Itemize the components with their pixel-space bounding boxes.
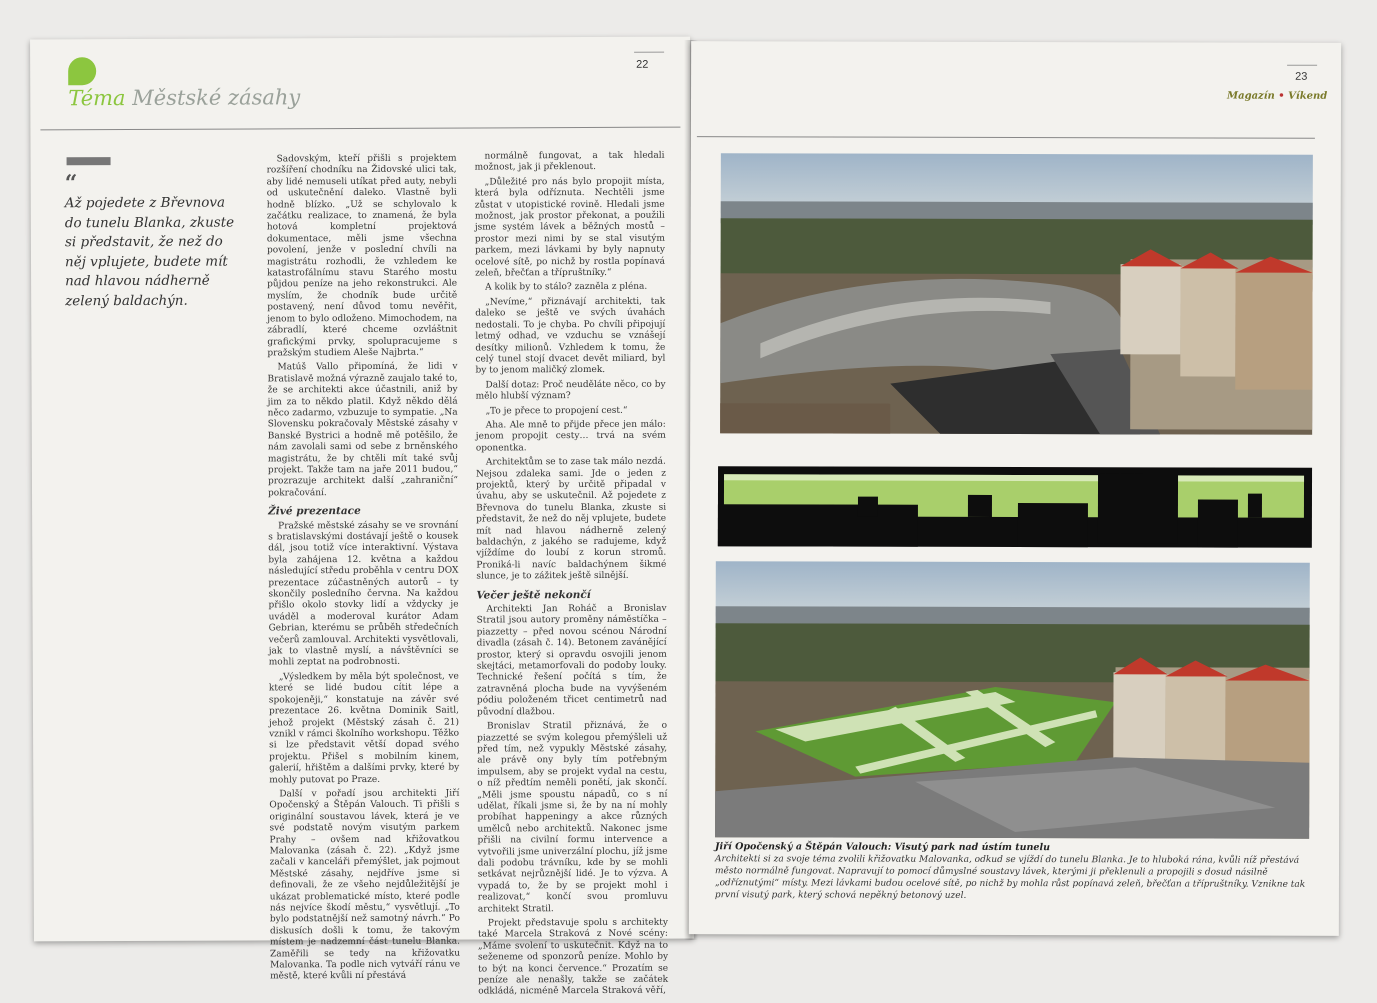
caption-text: Architekti si za svoje téma zvolili křižovatku Malovanka, odkud se vjíždí do tunelu Blanka. Je to hluboká rána, kvůli níž přestává město normálně fungovat. Napravují to pomocí důmyslné soustavy lávek, kterými ji překlenuli a propojili s dosud násilně „odříznutými“ místy. Mezi lávkami budou ocelové sítě, po nichž by mohla růst popínavá zeleň, břečťan a třípruštníky. Vznikne tak první visutý park, který schová nepěkný betonový uzel. (714, 854, 1306, 901)
paragraph: „To je přece to propojení cest.“ (485, 405, 628, 416)
header-rule (697, 136, 1315, 139)
quote-mark-icon: “ (64, 170, 78, 197)
subheading: Večer ještě nekončí (476, 588, 591, 602)
article-column-1 (267, 154, 461, 987)
paragraph: „Výsledkem by měla být společnost, ve které se lidé budou cítit lépe a spokojeněji,“ konstatuje na závěr své prezentace 26. května Dominik Saitl, jehož projekt (Městský zásah č. 21) vznikl v rámci školního workshopu. Těžko si lze představit větší dopad svého projektu. Přišel s mobilním kinem, galerií, hřištěm a dalšími prvky, které by mohly putovat po Praze. (268, 671, 460, 785)
subheading: Živé prezentace (268, 505, 361, 518)
photo-intersection-aerial (720, 153, 1313, 435)
section-drawing-image (718, 466, 1312, 548)
header-rule (40, 127, 680, 131)
paragraph: normálně fungovat, a tak hledali možnost, jak ji překlenout. (474, 150, 665, 173)
brand-magazin: Magazín (1227, 90, 1275, 102)
paragraph: Architekti Jan Roháč a Bronislav Stratil jsou autory proměny náměstíčka – piazzetty – před novou scénou Národní divadla (zásah č. 14). Betonem zavánějící prostor, který si opravdu osvojili jenom skejtáci, metamorfovali do podoby louky. Technické řešení počítá s tím, že zatravněná plocha bude na vyvýšeném pódiu položeném třicet centimetrů nad původní dlažbou. (476, 603, 667, 718)
photo-hanging-park (715, 561, 1310, 839)
paragraph: Pražské městské zásahy se ve srovnání s bratislavskými dostávají ještě o kousek dál, jsou totiž více interaktivní. Výstava byla zahájena 12. května a každou následující středu proběhla v centru DOX prezentace zúčastněných autorů – ty skončily posledního června. Na každou přišlo okolo stovky lidí a vždycky je uváděl a moderoval kurátor Adam Gebrian, kterému se průběh středečních večerů zamlouval. Architekti vysvětlovali, jak to vlastně myslí, a návštěvníci se mohli zeptat na podrobnosti. (268, 520, 459, 668)
article-column-2 (475, 151, 669, 1002)
right-page (689, 41, 1341, 936)
page-number-rule (1287, 65, 1317, 66)
paragraph: A kolik by to stálo? zazněla z pléna. (485, 282, 648, 293)
paragraph: „Důležité pro nás bylo propojit místa, která byla odříznuta. Nechtěli jsme zůstat v utopistické rovině. Hledali jsme možnost, jak prostor překonat, a použili jsme systém lávek a běžných mostů – prostor mezi nimi by se stal visutým parkem, mezi lávkami by byly napnuty ocelové sítě, po nichž by rostla popínavá zeleň, břečťan a třípruštníky.“ (474, 176, 666, 279)
paragraph: Projekt představuje spolu s architekty také Marcela Straková z Nové scény: „Máme svolení to uskutečnit. Když na to seženeme od sponzorů peníze. Mohlo by to být na konci července.“ Prozatím se peníze ale nenašly, takže se začátek odkládá, nicméně Marcela Straková věří, (477, 917, 669, 997)
brand-vikend: Víkend (1288, 90, 1328, 102)
caption-title: Jiří Opočenský a Štěpán Valouch: Visutý park nad ústím tunelu (715, 841, 1050, 854)
section-label: Téma (68, 86, 126, 111)
magazine-brand (1227, 91, 1327, 102)
page-number: 23 (1295, 70, 1308, 83)
paragraph: Další dotaz: Proč neuděláte něco, co by mělo hlubší význam? (475, 379, 666, 402)
quote-bar (67, 157, 111, 165)
left-page (30, 37, 694, 997)
section-drawing (718, 466, 1312, 548)
photo-intersection-aerial-image (720, 153, 1313, 435)
paragraph: Sadovským, kteří přišli s projektem rozšíření chodníku na Židovské ulici tak, aby lidé nemuseli utíkat před auty, nebyli od uskutečnění daleko. Vlastně byli hodně blízko. „Už se schylovalo k začátku realizace, to znamená, že byla hotová kompletní projektová dokumentace, měli jsme všechna povolení, jenže v poslední chvíli na magistrátu rozhodli, že vzhledem ke katastrofálnímu stavu Starého mostu půjdou peníze na jeho rekonstrukci. Ale myslím, že chodník bude určitě postavený, není důvod tomu nevěřit, jenom to bylo odloženo. Mimochodem, na zábradlí, které chceme ozvláštnit grafickými prvky, spolupracujeme s pražským studiem Aleše Najbrta.“ (266, 153, 458, 359)
leaf-icon (68, 57, 96, 85)
page-number-rule (634, 52, 664, 53)
paragraph: Architektům se to zase tak málo nezdá. Nejsou zdaleka sami. Jde o jeden z projektů, který by určitě připadal v úvahu, aby se uskutečnil. Až pojedete z Břevnova do tunelu Blanka, zkuste si představit, že než do něj vplujete, budete mít nad hlavou nádherně zelený baldachýn, z jakého se radujeme, když vjíždíme do loubí z korun stromů. Proniká-li navíc baldachýnem šikmé slunce, je to zážitek ještě silnější. (475, 456, 667, 582)
page-number: 22 (636, 58, 649, 71)
photo-hanging-park-image (715, 561, 1310, 839)
section-heading (68, 85, 300, 110)
paragraph: Matúš Vallo připomíná, že lidi v Bratislavě možná výrazně zaujalo také to, že se architekti akce účastnili, aniž by jim za to někdo platil. Když někdo dělá něco zadarmo, vzbuzuje to sympatie. „Na Slovensku pokračovaly Městské zásahy v Banské Bystrici a hodně mě potěšilo, že nám zavolali sami od sebe z brněnského magistrátu, že by chtěli mít také svůj projekt. Takže tam na jaře 2011 budou,“ prozrazuje architekt další „zahraniční“ pokračování. (267, 361, 458, 499)
paragraph: Další v pořadí jsou architekti Jiří Opočenský a Štěpán Valouch. Ti přišli s originální soustavou lávek, která je ve své podstatě novým visutým parkem Prahy – ovšem nad křižovatkou Malovanka (zásah č. 22). „Když jsme začali v kanceláři přemýšlet, jak pojmout Městské zásahy, nejdříve jsme si definovali, že ze všeho nejdůležitější je ukázat problematické místo, které podle nás nejvíce škodí městu,“ vysvětlují. „To bylo podstatnější než samotný návrh.“ Po diskusích došli k tomu, že takovým místem je nadzemní část tunelu Blanka. Zaměřili se tedy na křižovatku Malovanka. Ta podle nich vytváří ránu ve městě, které kvůli ní přestává (269, 788, 461, 982)
paragraph: „Nevíme,“ přiznávají architekti, tak daleko se ještě ve svých úvahách nedostali. To je chyba. Po chvíli připojují letmý odhad, ve vzduchu se vznášejí desítky milionů. Vzhledem k tomu, že celý tunel stojí dvacet devět miliard, byl by to jenom maličký zlomek. (475, 296, 666, 376)
section-sublabel: Městské zásahy (132, 85, 301, 110)
paragraph: Aha. Ale mně to přijde přece jen málo: jenom propojit cesty… trvá na svém oponentka. (475, 419, 666, 454)
pull-quote: Až pojedete z Břevnova do tunelu Blanka, zkuste si představit, že než do něj vplujete, budete mít nad hlavou nádherně zelený baldachýn. (64, 194, 235, 309)
paragraph: Bronislav Stratil přiznává, že o piazzetté se svým kolegou přemýšleli už před tím, než vypukly Městské zásahy, ale právě ony byly tím potřebným impulsem, aby se projekt vydal na cestu, o níž předtím neměli ponětí, jak skončí. „Měli jsme spoustu nápadů, co s ní udělat, říkali jsme si, že by na ní mohly probíhat happeningy a akce různých umělců nebo architektů. Nakonec jsme přišli na civilní formu intervence a vytvořili jsme univerzální plochu, jíž jsme dali podobu trávníku, kde by se mohli setkávat nejrůznější lidé. Je to výzva. A vypadá to, že by se projekt mohl i realizovat,“ končí svou promluvu architekt Stratil. (477, 720, 668, 915)
brand-separator: • (1278, 90, 1285, 102)
